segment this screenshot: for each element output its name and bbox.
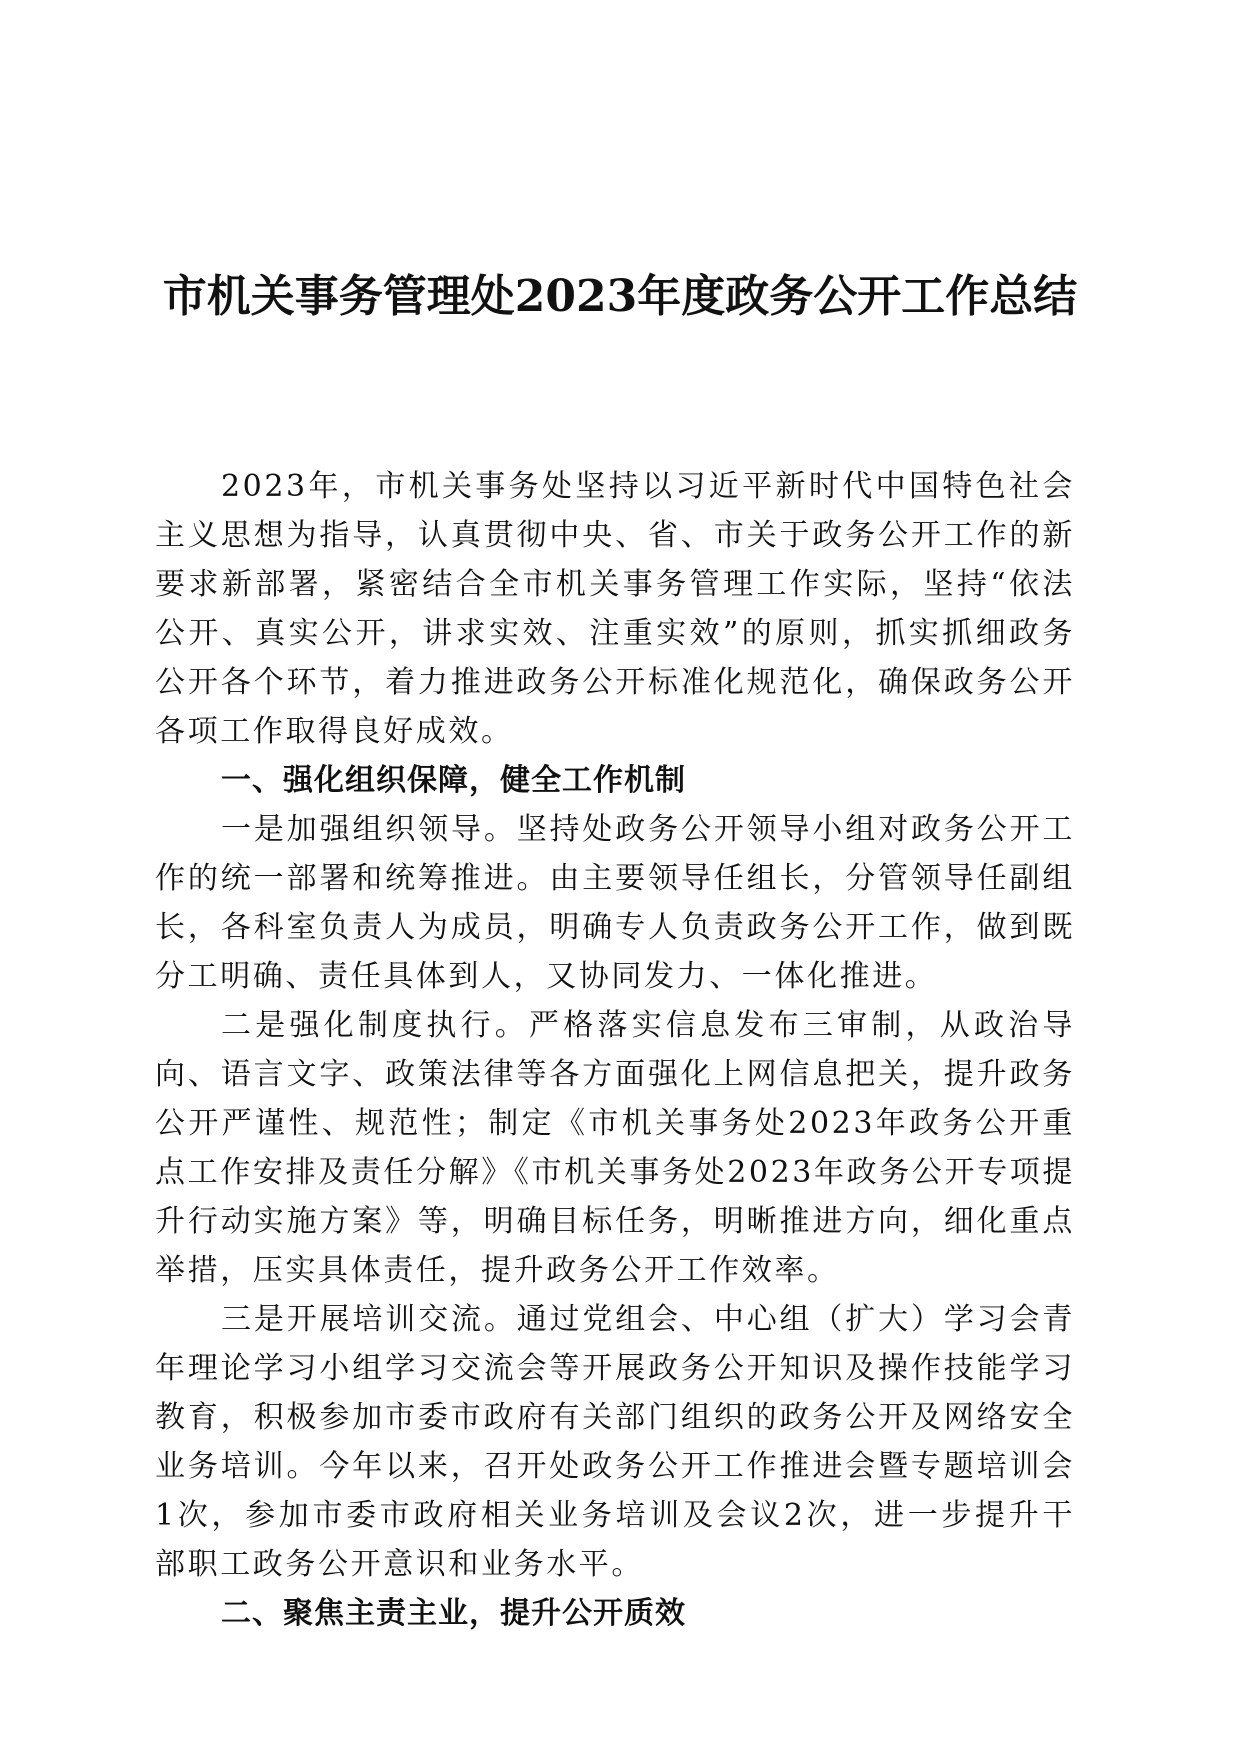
body-paragraph-2: 二是强化制度执行。严格落实信息发布三审制，从政治导向、语言文字、政策法律等各方面强化上网信息把关，提升政务公开严谨性、规范性；制定《市机关事务处2023年政务公开重点工作安排及责任分解》《市机关事务处2023年政务公开专项提升行动实施方案》等，明确目标任务，明晰推进方向，细化重点举措，压实具体责任，提升政务公开工作效率。: [155, 1008, 1075, 1288]
document-body: [155, 462, 1075, 1638]
document-title: 市机关事务管理处2023年度政务公开工作总结: [162, 271, 1078, 322]
intro-paragraph: 2023年，市机关事务处坚持以习近平新时代中国特色社会主义思想为指导，认真贯彻中央、省、市关于政务公开工作的新要求新部署，紧密结合全市机关事务管理工作实际，坚持“依法公开、真实公开，讲求实效、注重实效”的原则，抓实抓细政务公开各个环节，着力推进政务公开标准化规范化，确保政务公开各项工作取得良好成效。: [155, 469, 1075, 749]
section-heading-2: 二、聚焦主责主业，提升公开质效: [221, 1596, 686, 1631]
body-paragraph-3: 三是开展培训交流。通过党组会、中心组（扩大）学习会青年理论学习小组学习交流会等开展政务公开知识及操作技能学习教育，积极参加市委市政府有关部门组织的政务公开及网络安全业务培训。今年以来，召开处政务公开工作推进会暨专题培训会1次，参加市委市政府相关业务培训及会议2次，进一步提升干部职工政务公开意识和业务水平。: [155, 1302, 1075, 1582]
body-paragraph-1: 一是加强组织领导。坚持处政务公开领导小组对政务公开工作的统一部署和统筹推进。由主要领导任组长，分管领导任副组长，各科室负责人为成员，明确专人负责政务公开工作，做到既分工明确、责任具体到人，又协同发力、一体化推进。: [155, 812, 1075, 994]
section-heading-1: 一、强化组织保障，健全工作机制: [221, 763, 686, 798]
